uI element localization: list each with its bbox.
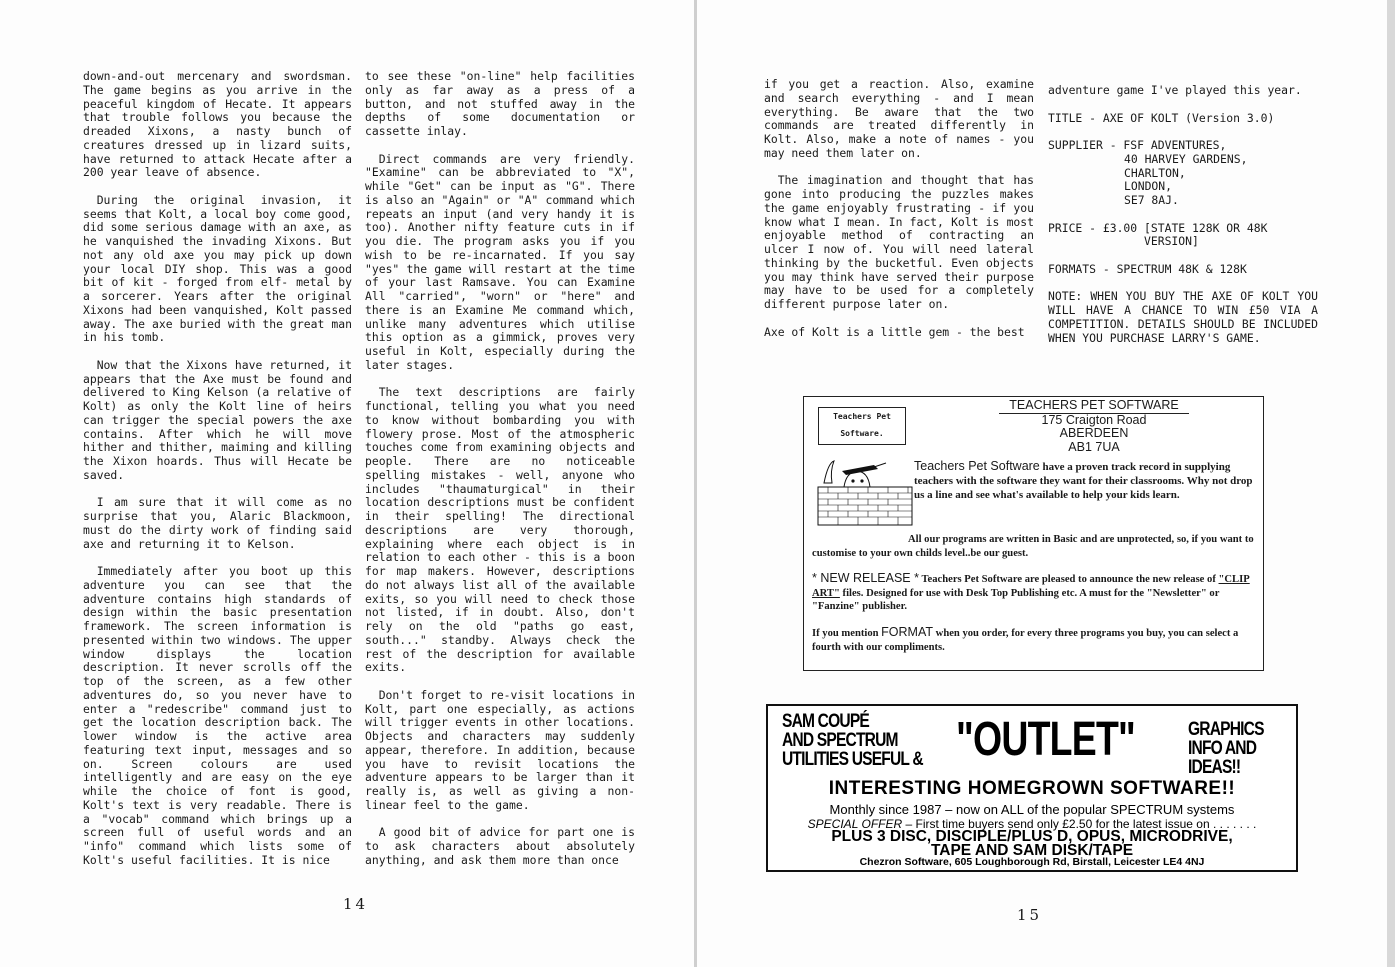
format-word: FORMAT [881,625,934,639]
left-column-1 [83,70,352,881]
advert-text: If you mention [812,628,882,639]
clip-art-label: "CLIP ART" [812,574,1250,599]
advert-right-slogan [1188,720,1264,777]
monthly-line: Monthly since 1987 – now on ALL of the popular SPECTRUM systems [829,802,1235,817]
formats: FORMATS - SPECTRUM 48K & 128K [1048,261,1247,276]
address-line: SE7 8AJ. [1124,193,1179,207]
slogan-line: INFO AND [1188,738,1257,759]
supported-formats-line: PLUS 3 DISC, DISCIPLE/PLUS D, OPUS, MICRODRIVE, [831,828,1233,845]
paragraph: A good bit of advice for part one is to ask characters about absolutely anything, and ask them more than once [365,825,635,867]
logo-text: Teachers Pet [833,412,891,421]
advert-address [934,399,1254,454]
teachers-pet-logo [818,407,906,445]
right-column-1 [764,78,1034,353]
game-title: TITLE - AXE OF KOLT (Version 3.0) [1048,110,1275,125]
slogan-line: IDEAS!! [1188,757,1241,778]
price-line: VERSION] [1144,234,1199,249]
brick-wall-illustration [816,457,914,527]
chezron-address: Chezron Software, 605 Loughborough Rd, Birstall, Leicester LE4 4NJ [859,856,1205,868]
new-release-paragraph [812,572,1256,614]
advert-intro [914,459,1256,502]
paragraph: The text descriptions are fairly functional, telling you what you need to know without bombarding you with flowery prose. Most of the atmospheric touches come from examining objects and people. There are no noticeable spelling mistakes - well, anyone who includes "thaumaturgical" in their location descriptions must be confident in their spelling! The directional descriptions are very thorough, explaining where each object is in relation to each other - this is a boon for map makers. However, descriptions do not always list all of the available exits, so you will need to check those not listed, if in doubt. Also, don't rely on the old "paths go east, south..." standby. Always check the rest of the description for available exits. [365,385,635,675]
paragraph: if you get a reaction. Also, examine and search everything - and I mean everything. Be aware that the two commands are treated differently in Kolt. Also, make a note of names - you may need them later on. [764,77,1034,160]
left-column-2 [365,70,635,881]
new-release-label: * NEW RELEASE * [812,571,919,585]
paragraph: Don't forget to re-visit locations in Kolt, part one especially, as actions will trigger events in other locations. Objects and characters may suddenly appear, therefore. In addition, because you have to revisit locations the adventure appears to be larger than it really is, as well as giving a non-linear feel to the game. [365,687,635,812]
advert-text: when you order, for every three programs you buy, you can select a fourth with our compliments. [812,628,1239,653]
review-info-box [1048,84,1318,345]
advert-text: files. Designed for use with Desk Top Publishing etc. A must for the "Newsletter" or "Fanzine" publisher. [812,587,1220,612]
advert-left-slogan [782,712,923,769]
advert-text: Teachers Pet Software are pleased to announce the new release of [918,574,1219,585]
supplier [1048,139,1318,208]
city: ABERDEEN [1059,426,1129,440]
review-closing-line: adventure game I've played this year. [1048,83,1302,97]
page-number-right: 15 [1017,906,1043,924]
address-line: 40 HARVEY GARDENS, [1124,151,1248,166]
paragraph: During the original invasion, it seems that Kolt, a local boy come good, did some serious damage with an axe, as he vanquished the invading Xixons. But not any old axe you may pick up down your local DIY shop. This was a good bit of kit - forged from elf- metal by a sorcerer. Years after the original Xixons had been vanquished, Kolt passed away. The axe buried with the great man in his tomb. [83,192,352,345]
company-name: TEACHERS PET SOFTWARE [999,399,1189,414]
outlet-title: "OUTLET" [956,713,1136,766]
slogan-line: GRAPHICS [1188,719,1264,740]
slogan-line: AND SPECTRUM [782,730,898,751]
paragraph: Axe of Kolt is a little gem - the best [764,324,1025,339]
special-offer-label: SPECIAL OFFER [807,817,903,831]
address-line: LONDON, [1124,179,1173,194]
price-line: PRICE - £3.00 [STATE 128K OR 48K [1048,220,1268,235]
paragraph: Direct commands are very friendly. "Examine" can be abbreviated to "X", while "Get" can be input as "G". There is also an "Again" or "A" command which repeats an input (and very handy it is too). Another nifty feature cuts in if you die. The program asks you if you wish to be re-incarnated. If you say "yes" the game will restart at the time of your last Ramsave. You can Examine All "carried", "worn" or "here" and there is an Examine Me command which, unlike many adventures which utilise this option as a gimmick, proves very useful in Kolt, especially during the later stages. [365,151,635,372]
special-offer-text: – First time buyers send only £2.50 for the latest issue on . . . . . . . [902,817,1257,831]
price [1048,222,1318,250]
street: 175 Craigton Road [1041,412,1147,427]
paragraph: The imagination and thought that has gone into producing the puzzles makes the game enjoyably frustrating - if you know what I mean. In fact, Kolt is most enjoyable method of contracting an ulcer I now of. You will need lateral thinking by the bucketful. Even objects you may think have served their purpose may have to be used for a completely different purpose later on. [764,173,1034,311]
page-number-left: 14 [343,895,369,913]
paragraph: to see these "on-line" help facilities only as far away as a press of a button, and not stuffed away in the depths of some documentation or cassette inlay. [365,69,635,138]
supplier-label: SUPPLIER - FSF ADVENTURES, [1048,138,1227,152]
brand-name: Teachers Pet Software [914,459,1040,473]
address-line: CHARLTON, [1124,165,1186,180]
advert-headline: INTERESTING HOMEGROWN SOFTWARE!! [828,778,1236,799]
paragraph: down-and-out mercenary and swordsman. The game begins as you arrive in the peaceful kingdom of Hecate. It appears that trouble follows you because the dreaded Xixons, a nasty bunch of creatures dressed up in lizard suits, have returned to attack Hecate after a 200 year leave of absence. [83,69,352,180]
teachers-pet-advert [803,396,1264,671]
slogan-line: UTILITIES USEFUL & [782,749,923,770]
paragraph: I am sure that it will come as no surprise that you, Alaric Blackmoon, must do the dirty work of finding said axe and returning it to Kelson. [83,495,352,551]
competition-note: NOTE: WHEN YOU BUY THE AXE OF KOLT YOU WILL HAVE A CHANCE TO WIN £50 VIA A COMPETITION. DETAILS SHOULD BE INCLUDED WHEN YOU PURCHASE LARRY'S GAME. [1048,289,1318,345]
chezron-outlet-advert [766,704,1298,872]
postcode: AB1 7UA [1068,439,1120,454]
logo-text: Software. [840,429,884,438]
paragraph: Now that the Xixons have returned, it appears that the Axe must be found and delivered to King Kelson (a relative of Kolt) as only the Kolt line of heirs can trigger the special powers the axe contains. After which he will move hither and thither, maiming and killing the Xixon hoards. Thus will Hecate be saved. [83,357,352,482]
paragraph: Immediately after you boot up this adventure you can see that the adventure contains high standards of design within the basic presentation framework. The screen information is presented within two windows. The upper window displays the location description. It never scrolls off the top of the screen, as a few other adventures do, so you never have to enter a "redescribe" command just to get the location description back. The lower window is the active area featuring text input, messages and so on. Screen colours are used intelligently and are easy on the eye while the choice of font is good, Kolt's text is very readable. There is a "vocab" command which brings up a screen full of useful words and an "info" command which lists some of Kolt's useful facilities. It is nice [83,564,352,867]
intro-text: have a proven track record in supplying teachers with the software they want for their classrooms. Why not drop us a line and see what's available to help your kids learn. [914,461,1253,501]
offer-paragraph [812,626,1256,654]
advert-paragraph: All our programs are written in Basic and are unprotected, so, if you want to customise to your own childs level..be our guest. [812,534,1254,559]
slogan-line: SAM COUPÉ [782,711,869,732]
page-edge [1387,0,1395,967]
supported-formats-line: TAPE AND SAM DISK/TAPE [930,842,1134,859]
